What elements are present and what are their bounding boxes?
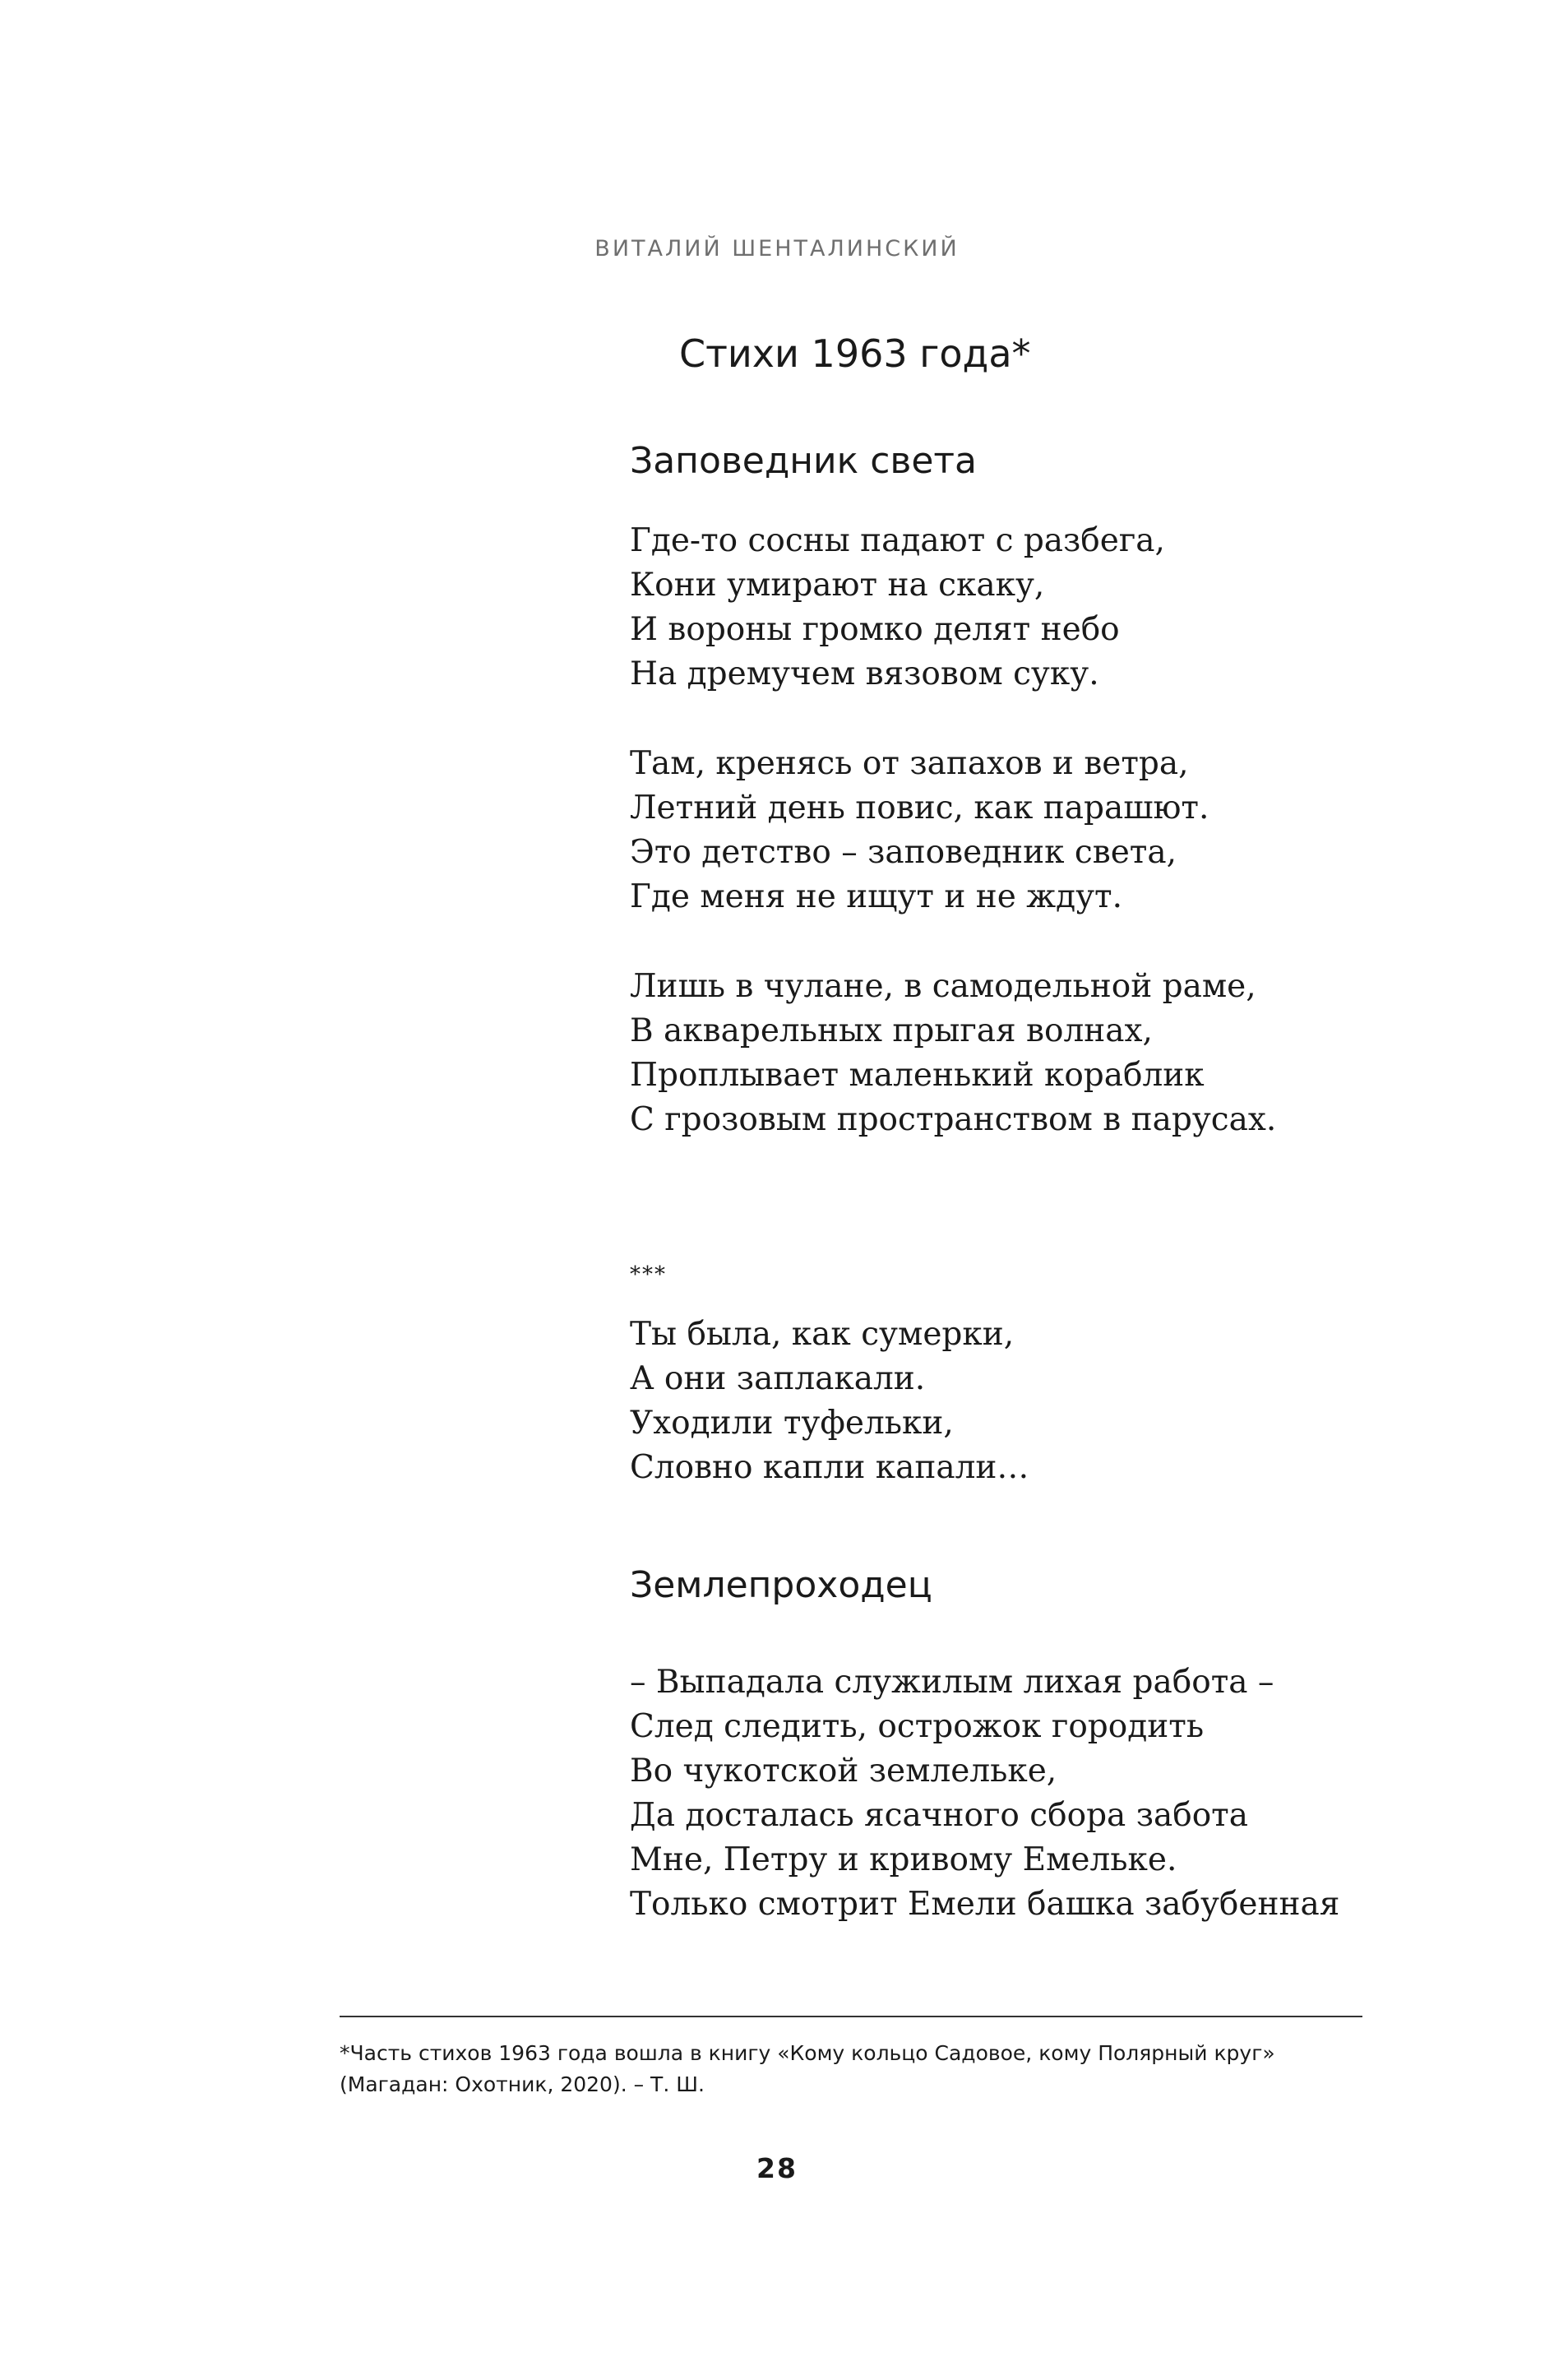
verse-line: В акварельных прыгая волнах, xyxy=(630,1012,1153,1049)
footnote-divider xyxy=(340,2016,1362,2017)
verse-line: Там, кренясь от запахов и ветра, xyxy=(630,745,1189,782)
stanza xyxy=(630,1660,1339,1927)
verse-line: Ты была, как сумерки, xyxy=(630,1316,1015,1353)
verse-line: Уходили туфельки, xyxy=(630,1405,954,1442)
running-head: ВИТАЛИЙ ШЕНТАЛИНСКИЙ xyxy=(594,236,960,262)
verse-line: Лишь в чулане, в самодельной раме, xyxy=(630,968,1256,1005)
verse-line: Словно капли капали… xyxy=(630,1449,1029,1486)
stanza xyxy=(630,742,1209,919)
poem-title: Заповедник света xyxy=(630,440,977,482)
verse-line: – Выпадала служилым лихая работа – xyxy=(630,1664,1274,1701)
stanza xyxy=(630,965,1276,1142)
verse-line: Во чукотской землельке, xyxy=(630,1753,1057,1790)
verse-line: Летний день повис, как парашют. xyxy=(630,789,1209,827)
verse-line: Где меня не ищут и не ждут. xyxy=(630,878,1123,915)
verse-line: Кони умирают на скаку, xyxy=(630,567,1045,604)
verse-line: На дремучем вязовом суку. xyxy=(630,655,1099,692)
verse-line: А они заплакали. xyxy=(630,1360,926,1397)
verse-line: Только смотрит Емели башка забубенная xyxy=(630,1886,1340,1923)
page-number: 28 xyxy=(756,2152,798,2184)
verse-line: Да досталась ясачного сбора забота xyxy=(630,1797,1249,1834)
section-title: Стихи 1963 года* xyxy=(679,331,1031,376)
verse-line: Это детство – заповедник света, xyxy=(630,834,1177,871)
verse-line: Где-то сосны падают с разбега, xyxy=(630,522,1165,559)
asterism-title: *** xyxy=(630,1262,667,1287)
footnote: *Часть стихов 1963 года вошла в книгу «Кому кольцо Садовое, кому Полярный круг» (Магадан: Охотник, 2020). – Т. Ш. xyxy=(340,2041,1275,2096)
verse-line: Проплывает маленький кораблик xyxy=(630,1057,1205,1094)
stanza xyxy=(630,1313,1029,1490)
verse-line: Мне, Петру и кривому Емельке. xyxy=(630,1841,1177,1878)
verse-line: И вороны громко делят небо xyxy=(630,611,1120,648)
verse-line: След следить, острожок городить xyxy=(630,1708,1205,1745)
verse-line: С грозовым пространством в парусах. xyxy=(630,1101,1277,1138)
stanza xyxy=(630,519,1165,697)
poem-title: Землепроходец xyxy=(630,1564,932,1606)
